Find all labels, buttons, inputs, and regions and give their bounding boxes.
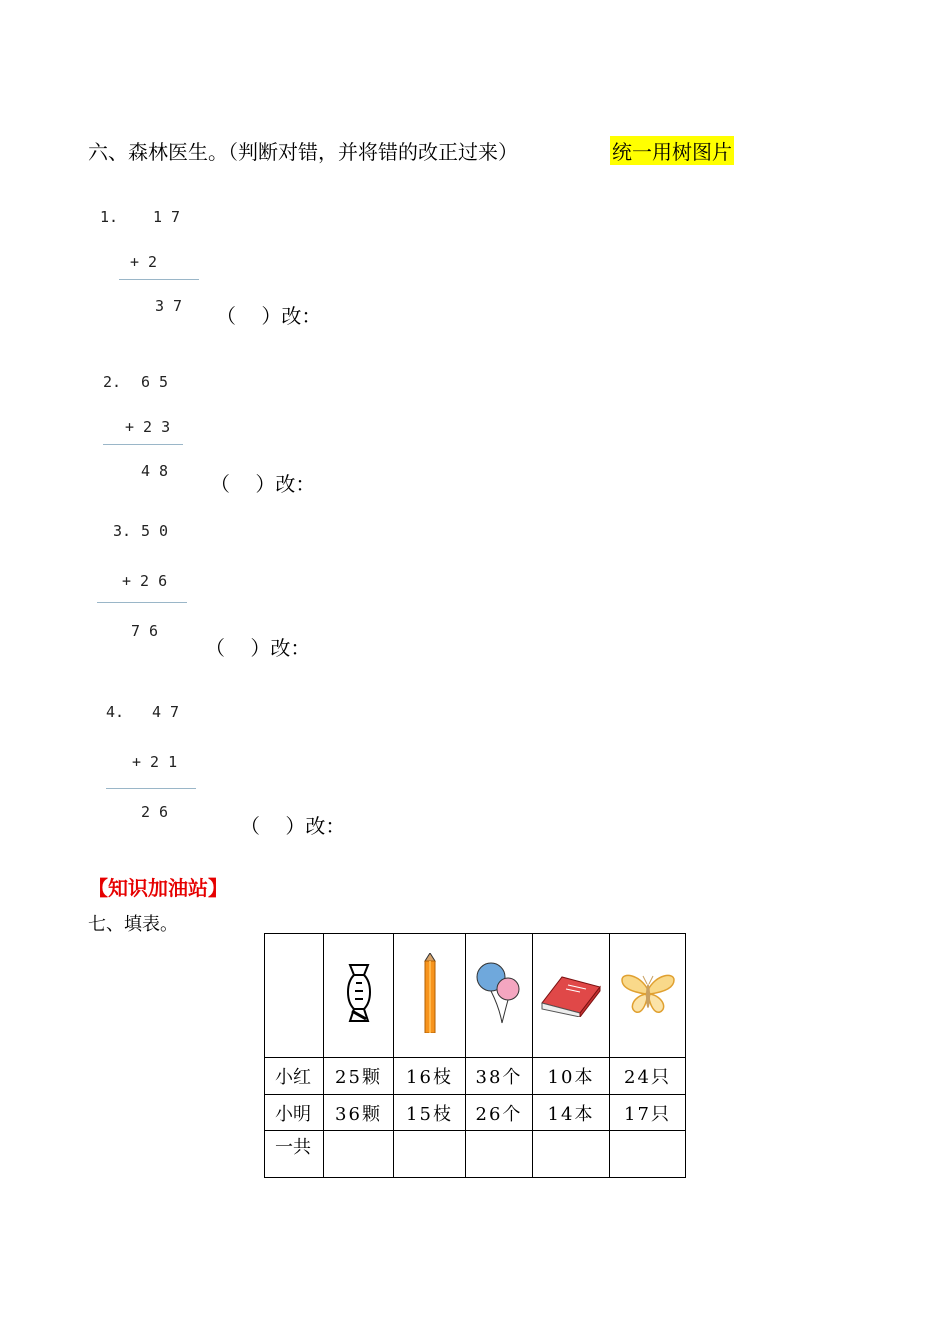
candy-icon [342,961,376,1025]
corner-cell [265,934,324,1058]
problem-2-addend: + 2 3 [125,418,171,436]
section-7-title: 七、填表。 [88,914,178,935]
problem-3-addend: + 2 6 [122,572,168,590]
table-cell: 36颗 [324,1095,394,1131]
problem-3-top: 5 0 [141,522,169,540]
section-6-title: 六、森林医生。（判断对错，并将错的改正过来） [88,140,518,164]
problem-1-result: 3 7 [155,297,183,315]
row-label: 小明 [265,1095,324,1131]
problem-2-number: 2. [103,373,122,391]
problem-3-number: 3. [113,522,132,540]
table-cell: 17只 [610,1095,686,1131]
table-cell: 25颗 [324,1058,394,1095]
answer-cell[interactable] [466,1131,533,1178]
pencil-icon [421,953,439,1033]
problem-4-top: 4 7 [152,703,180,721]
table-cell: 38个 [466,1058,533,1095]
table-cell: 16枝 [394,1058,466,1095]
problem-1-rule [119,279,199,280]
answer-cell[interactable] [533,1131,610,1178]
butterfly-icon [618,970,678,1016]
answer-cell[interactable] [610,1131,686,1178]
row-label: 一共 [265,1131,324,1178]
problem-1-addend: + 2 [130,253,158,271]
problem-2-rule [103,444,183,445]
problem-4-number: 4. [106,703,125,721]
answer-cell[interactable] [324,1131,394,1178]
answer-cell[interactable] [394,1131,466,1178]
table-cell: 24只 [610,1058,686,1095]
table-cell: 10本 [533,1058,610,1095]
problem-4-rule [106,788,196,789]
candy-cell [324,934,394,1058]
problem-3-judgement[interactable]: （ ）改： [205,636,311,660]
knowledge-heading: 【知识加油站】 [88,876,228,900]
problem-2-judgement[interactable]: （ ）改： [210,472,316,496]
problem-2-top: 6 5 [141,373,169,391]
row-label: 小红 [265,1058,324,1095]
table-row [265,1131,686,1178]
problem-3-rule [97,602,187,603]
table-cell: 26个 [466,1095,533,1131]
book-cell [533,934,610,1058]
problem-1-judgement[interactable]: （ ）改： [216,304,322,328]
balloons-cell [466,934,533,1058]
problem-1-number: 1. [100,208,119,226]
butterfly-cell [610,934,686,1058]
icon-row [265,934,686,1058]
pencil-cell [394,934,466,1058]
fill-table [264,933,686,1178]
problem-4-addend: + 2 1 [132,753,178,771]
problem-4-result: 2 6 [141,803,169,821]
table-row [265,1058,686,1095]
problem-3-result: 7 6 [131,622,159,640]
problem-2-result: 4 8 [141,462,169,480]
table-cell: 15枝 [394,1095,466,1131]
highlight-note: 统一用树图片 [610,136,734,165]
book-icon [540,969,602,1017]
problem-4-judgement[interactable]: （ ）改： [240,814,346,838]
table-row [265,1095,686,1131]
table-cell: 14本 [533,1095,610,1131]
problem-1-top: 1 7 [153,208,181,226]
balloons-icon [474,961,524,1025]
